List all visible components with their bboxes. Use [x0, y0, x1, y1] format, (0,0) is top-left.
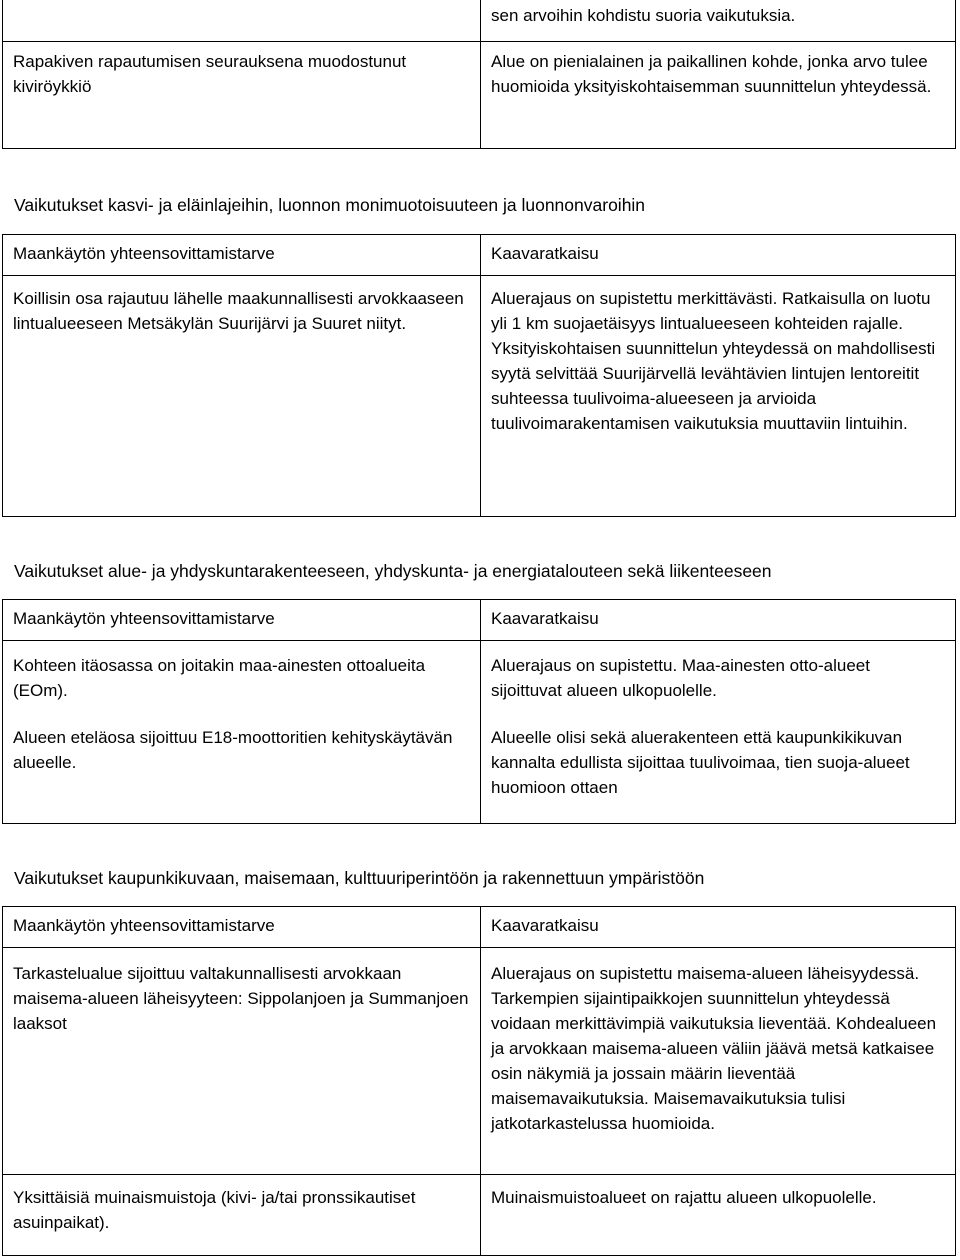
cell-text: Koillisin osa rajautuu lähelle maakunnallisesti arvokkaaseen lintualueeseen Metsäkylän Suurijärvi ja Suuret niityt. — [13, 289, 464, 333]
column-header: Kaavaratkaisu — [491, 244, 599, 263]
cell-text: Alueelle olisi sekä aluerakenteen että kaupunkikikuvan kannalta edullista sijoittaa tuulivoimaa, tien suoja-alueet huomioon ottaen — [491, 728, 910, 797]
section-heading: Vaikutukset alue- ja yhdyskuntarakenteeseen, yhdyskunta- ja energiatalouteen sekä liikenteeseen — [14, 561, 772, 581]
table-cell — [481, 276, 955, 516]
table-header-row — [3, 235, 955, 275]
cell-text: Aluerajaus on supistettu maisema-alueen läheisyydessä. Tarkempien sijaintipaikkojen suunnittelun yhteydessä voidaan merkittävimpiä vaikutuksia lieventää. Kohdealueen ja arvokkaan maisema-alueen väliin jäävä metsä katkaisee osin näkymiä ja jossain määrin lieventää maisemavaikutuksia. Maisemavaikutuksia tulisi jatkotarkastelussa huomioida. — [491, 964, 937, 1133]
table-cell — [481, 641, 955, 823]
column-header: Maankäytön yhteensovittamistarve — [3, 907, 481, 947]
cell-text: Alue on pienialainen ja paikallinen kohde, jonka arvo tulee huomioida yksityiskohtaisemman suunnittelun yhteydessä. — [491, 52, 932, 96]
section-heading: Vaikutukset kasvi- ja eläinlajeihin, luonnon monimuotoisuuteen ja luonnonvaroihin — [14, 195, 646, 215]
cell-text: Yksittäisiä muinaismuistoja (kivi- ja/tai pronssikautiset asuinpaikat). — [13, 1188, 416, 1232]
section-table — [2, 234, 956, 517]
section-heading: Vaikutukset kaupunkikuvaan, maisemaan, kulttuuriperintöön ja rakennettuun ympäristöön — [14, 868, 705, 888]
table-row — [3, 41, 955, 148]
section-table — [2, 906, 956, 1256]
cell-text: Kohteen itäosassa on joitakin maa-ainesten ottoalueita (EOm). — [13, 656, 426, 700]
section-table — [2, 599, 956, 824]
cell-text: Tarkastelualue sijoittuu valtakunnallisesti arvokkaan maisema-alueen läheisyyteen: Sippolanjoen ja Summanjoen laaksot — [13, 964, 469, 1033]
column-header: Maankäytön yhteensovittamistarve — [3, 600, 481, 640]
cell-text: Aluerajaus on supistettu merkittävästi. Ratkaisulla on luotu yli 1 km suojaetäisyys lintualueeseen kohteiden rajalle. Yksityiskohtaisen suunnittelun yhteydessä on mahdollisesti syytä selvittää Suurijärvellä levähtävien lintujen lentoreitit suhteessa tuulivoima-alueeseen ja arvioida tuulivoimarakentamisen vaikutuksia muuttaviin lintuihin. — [491, 289, 936, 433]
table-cell — [3, 276, 481, 516]
table-cell — [481, 0, 955, 41]
cell-text: sen arvoihin kohdistu suoria vaikutuksia. — [491, 6, 796, 25]
table-row — [3, 0, 955, 41]
cell-text: Aluerajaus on supistettu. Maa-ainesten otto-alueet sijoittuvat alueen ulkopuolelle. — [491, 656, 870, 700]
column-header: Kaavaratkaisu — [491, 609, 599, 628]
table-row — [3, 947, 955, 1174]
table-cell — [481, 1175, 955, 1255]
table-row — [3, 1174, 955, 1255]
cell-text: Rapakiven rapautumisen seurauksena muodostunut kiviröykkiö — [13, 52, 407, 96]
table-cell — [3, 1175, 481, 1255]
top-table — [2, 0, 956, 149]
column-header: Maankäytön yhteensovittamistarve — [3, 235, 481, 275]
table-row — [3, 640, 955, 823]
table-cell — [3, 948, 481, 1174]
table-header-row — [3, 600, 955, 640]
table-cell — [3, 641, 481, 823]
table-cell — [3, 42, 481, 148]
table-cell — [481, 42, 955, 148]
cell-text: Muinaismuistoalueet on rajattu alueen ulkopuolelle. — [491, 1188, 877, 1207]
table-cell — [3, 0, 481, 41]
table-row — [3, 275, 955, 516]
column-header: Kaavaratkaisu — [491, 916, 599, 935]
cell-text: Alueen eteläosa sijoittuu E18-moottoritien kehityskäytävän alueelle. — [13, 728, 453, 772]
table-cell — [481, 948, 955, 1174]
table-header-row — [3, 907, 955, 947]
